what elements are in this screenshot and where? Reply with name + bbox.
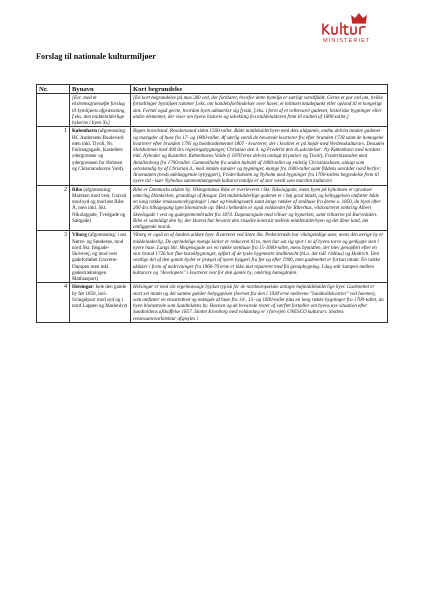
logo-ministeriet-text: MINISTERIET (323, 38, 371, 44)
explain-nr (37, 94, 70, 127)
row-begrundelse: Ribe er Danmarks ældste by. Vikingetidens Ribe er overleveret i Skt. Nikolajgade, mens byen på byholmen er opvokset omkring Domkirken, grundlagt af Ansgar. Det middelalderlige gadenet er i høj grad intakt, og bebyggelsen omfatter både en lang række renæssancebygninger i mur og bindingsværk samt lange rækker af småhuse fra årene o. 1850, da byen efter 200 års tilbagegang igen blomstrede op. Med i helheden er også voldstedet for Riberhus, vildsvarteret omkring Albert Skeelsgade i vest og gadegennembrudet fra 1874. Dagmarsgade med villaer og byparken, samt villaerne på Kurvedalen. Ribe er samtidigt den by, der klarest har bevaret den visuelle kontrast mellem middelalderbyen og det åbne land, det omliggende marsk. (131, 185, 388, 231)
row-city-name: København (72, 128, 97, 135)
table-row (37, 231, 388, 283)
kulturministeriet-logo (318, 12, 400, 46)
row-begrundelse: Rigets hovedstad, Residensstad siden 1560-tallet. Både middelalderbyen med dets aldgamle, endnu delvist intakte gadenet og mængder af huse fra 17- og 1800-tallet. Af særlig værdi de bevarede kvarterer fra efter branden 1728 samt de homogene kvarterer efter branden 1795 og bombardementet 1807 - kvarterer, der i kvalitet er på højde med Verdenskulturarv. Desuden Slotsholmen med 400 års regeringsbygninger, Christian den 4. og Frederik den 4s udvidelser: Ny København med nordøst inkl. Nyboder og Kastellet. Københavns Volde (i 1870'erne delvist omlagt til parker og Tivoli), Frederiksstaden med Amalienborg fra 1700-tallet. Gammelholm fra anden halvdel af 1800-tallet og endelig Christianshavn, anlagt som selvstændig by af Christian 4., med intakte kanaler og bygninger, mange fra 1600-tallet samt flådens områder nord herfor: Arsenaløen (trods ødelæggende nybyggeri), Frederiksholm og Nyholm med bygninger fra 1700-tallets begyndelse frem til nyere tid - især Nyholms sammenhængende kulturarvsmiljø er af stor værdi som maritim kulturarv. (131, 127, 388, 185)
column-header-bynavn: Bynavn (70, 85, 131, 94)
kultur-wordmark (320, 22, 390, 36)
table-row (37, 185, 388, 231)
row-bynavn (70, 185, 131, 231)
row-city-boundary: (afgrænsning: HC Andersens Boulevard men inkl. Tivoli, Nr. Farimagsgade, Kastellets ydergrænser og ydergrænsen for Holmen og Christianshavns Vold). (72, 128, 127, 172)
document-title: Forslag til nationale kulturmiljøer (36, 52, 156, 61)
column-header-begrundelse: Kort begrundelse (131, 85, 388, 94)
table-header-row (37, 85, 388, 94)
row-city-boundary: hele den gamle by før 1850, incl. Svingelport mod syd og i nord Lappen og Marienlyst (72, 284, 128, 309)
table-row (37, 127, 388, 185)
row-city-boundary: (afgrænsning: Marsken mod vest, Gravså mod syd og mod øst Ribe Å, men inkl. Skt. Nikolajgade, Tvedgade og Saltgade) (72, 186, 127, 224)
explain-begrundelse: [En kort begrundelse på max 200 ord, der forklarer, hvorfor dette bymiljø er særligt værdifuldt. Gerne et par ord om, hvilke fortællinger bymiljøet rummer f.eks. om handelsforbindelser over havet, et militært knudepunkt eller opland til et kongeligt slot. Fortæl også gerne, hvordan byen udmærker sig fysisk, f.eks. i form af et velbevaret gadenet, historiske bygninger eller andre elementer, der viser om byens historie og udvikling fra middelalderen frem til midten af 1800-tallet.] (131, 94, 388, 127)
row-bynavn: Helsingør: hele den gamle by før 1850, incl. Svingelport mod syd og i nord Lappen og Marienlyst (70, 283, 131, 323)
column-header-nr: Nr. (37, 85, 70, 94)
table-row (37, 283, 388, 323)
explain-bynavn: [Evt. med et ekstremsgrænseføt forslag til kymiljøets afgrænsning, f.eks. den middelalderlige bykerne i byen Xx] (70, 94, 131, 127)
row-city-name: Helsingør (72, 284, 94, 291)
row-nr: 1 (37, 127, 70, 185)
row-city-boundary: (afgrænsning: i øst Nørre- og Søndersø, mod nord Skt. Ibsgade-Skivevej, og mod vest gadeforløbet Gravene-Dumpen men inkl. gadestrækningen Mathiasport) (72, 232, 127, 282)
table-row-explanation (37, 94, 388, 127)
row-bynavn (70, 231, 131, 283)
row-begrundelse: Helsingør er med sin regelmæssige byplan typisk for de nordeuropæiske anlagte højmiddelalderlige byer. Gadenettet er stort set intakt og det samme gælder bebyggelsen (bortset fra den i 1930'erne nedrevne "Sundtoldskvarter" ved havnen), som omfatter en ensartethed og mængde af huse fra 14-, 15- og 1600-tallet plus en lang række bygninger fra 1700-tallet, da byen blomstrede som Sundtoldens by. Havnen og de bevarede rester af værftet fortæller om byens nye situation efter Sundtoldens afskaffelse 1857. Slottet Kronborg med voldanlæg er i forvejen UNESCO kulturarv. Slottets renæssancearkitektur afspejles i (131, 283, 388, 323)
row-nr: 4 (37, 283, 70, 323)
row-nr: 2 (37, 185, 70, 231)
row-nr: 3 (37, 231, 70, 283)
row-begrundelse: Viborg er også en af landets ældste byer. Kvarteret ved Store Skt. Pederstræde har vikingetidige aner, mens den øvrige by er middelalderlig. De oprindelige mange kirker er reduceret til to, men har sat sig spor i to af byens torve og genkygte sten i nyere huse. Langs Skt. Mogensgade ses en række stenhuse fra 15-1600-tallet, mens bymidten, der blev genopført efter en stor brand 1726 har fine barokbygninger, opført af de tyske bygmestre Stallknecht (bl.a. det tidl. rådhus) og Hodrich. Den vestlige del af den gamle bydel er præget af nyere byggeri fra før og efter 1900, men gadenettet er fortsat intakt. En række ukikker i form af nedrivninger fra 1960-70'erne er ikke sket repareret med fin genopbygning. I dag står kampen mellem kulturarv og "developere" i kvarteret vest for den gamle by, omkring banegården. (131, 231, 388, 283)
kulturmiljoer-table (36, 84, 388, 323)
row-bynavn (70, 127, 131, 185)
row-city-name: Ribe (72, 186, 83, 193)
row-city-name: Viborg (72, 232, 87, 239)
